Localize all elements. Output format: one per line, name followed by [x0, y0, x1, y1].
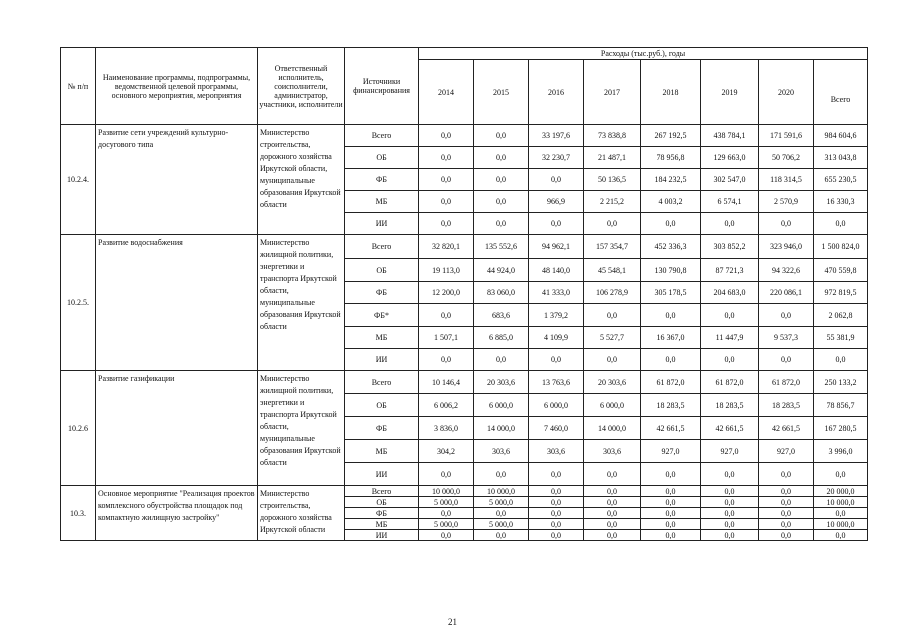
amount-cell: 2 215,2 — [584, 191, 641, 213]
amount-cell: 14 000,0 — [474, 417, 529, 440]
amount-cell: 32 230,7 — [529, 147, 584, 169]
amount-cell: 0,0 — [759, 508, 814, 519]
total-cell: 972 819,5 — [814, 282, 868, 304]
funding-source: ФБ* — [345, 304, 419, 327]
row-index: 10.2.5. — [61, 235, 96, 371]
amount-cell: 4 003,2 — [641, 191, 701, 213]
amount-cell: 87 721,3 — [701, 259, 759, 282]
amount-cell: 11 447,9 — [701, 327, 759, 349]
amount-cell: 0,0 — [474, 213, 529, 235]
amount-cell: 19 113,0 — [419, 259, 474, 282]
funding-source: ОБ — [345, 394, 419, 417]
amount-cell: 0,0 — [584, 463, 641, 486]
amount-cell: 5 000,0 — [474, 497, 529, 508]
amount-cell: 20 303,6 — [474, 371, 529, 394]
amount-cell: 0,0 — [701, 530, 759, 541]
amount-cell: 0,0 — [419, 349, 474, 371]
total-cell: 167 280,5 — [814, 417, 868, 440]
amount-cell: 5 000,0 — [419, 519, 474, 530]
amount-cell: 10 000,0 — [419, 486, 474, 497]
amount-cell: 0,0 — [641, 486, 701, 497]
amount-cell: 50 136,5 — [584, 169, 641, 191]
amount-cell: 303,6 — [584, 440, 641, 463]
amount-cell: 0,0 — [419, 463, 474, 486]
amount-cell: 0,0 — [474, 508, 529, 519]
amount-cell: 61 872,0 — [641, 371, 701, 394]
funding-source: МБ — [345, 440, 419, 463]
table-row — [61, 125, 868, 147]
total-cell: 984 604,6 — [814, 125, 868, 147]
total-cell: 78 856,7 — [814, 394, 868, 417]
amount-cell: 3 836,0 — [419, 417, 474, 440]
amount-cell: 0,0 — [759, 463, 814, 486]
total-cell: 0,0 — [814, 349, 868, 371]
amount-cell: 32 820,1 — [419, 235, 474, 259]
amount-cell: 1 379,2 — [529, 304, 584, 327]
amount-cell: 0,0 — [529, 349, 584, 371]
amount-cell: 452 336,3 — [641, 235, 701, 259]
amount-cell: 0,0 — [419, 508, 474, 519]
amount-cell: 0,0 — [584, 349, 641, 371]
amount-cell: 927,0 — [701, 440, 759, 463]
budget-table-sheet — [60, 47, 868, 541]
amount-cell: 0,0 — [529, 530, 584, 541]
funding-source: ИИ — [345, 463, 419, 486]
amount-cell: 0,0 — [419, 304, 474, 327]
amount-cell: 0,0 — [641, 530, 701, 541]
total-cell: 0,0 — [814, 530, 868, 541]
header-year: 2014 — [419, 60, 474, 125]
amount-cell: 438 784,1 — [701, 125, 759, 147]
funding-source: ОБ — [345, 147, 419, 169]
amount-cell: 323 946,0 — [759, 235, 814, 259]
amount-cell: 0,0 — [584, 213, 641, 235]
header-num: № п/п — [61, 48, 96, 125]
amount-cell: 927,0 — [759, 440, 814, 463]
amount-cell: 14 000,0 — [584, 417, 641, 440]
amount-cell: 0,0 — [474, 169, 529, 191]
amount-cell: 10 146,4 — [419, 371, 474, 394]
amount-cell: 0,0 — [701, 304, 759, 327]
header-year: 2020 — [759, 60, 814, 125]
responsible-executor: Министерство жилищной политики, энергетики и транспорта Иркутской области, муниципальные образования Иркутской области — [258, 371, 345, 486]
amount-cell: 18 283,5 — [701, 394, 759, 417]
amount-cell: 0,0 — [419, 191, 474, 213]
amount-cell: 0,0 — [419, 125, 474, 147]
amount-cell: 12 200,0 — [419, 282, 474, 304]
page-number: 21 — [448, 617, 457, 627]
amount-cell: 303 852,2 — [701, 235, 759, 259]
amount-cell: 204 683,0 — [701, 282, 759, 304]
amount-cell: 0,0 — [529, 213, 584, 235]
amount-cell: 683,6 — [474, 304, 529, 327]
responsible-executor: Министерство строительства, дорожного хозяйства Иркутской области — [258, 486, 345, 541]
amount-cell: 6 000,0 — [529, 394, 584, 417]
funding-source: ФБ — [345, 417, 419, 440]
amount-cell: 0,0 — [641, 508, 701, 519]
header-year: 2018 — [641, 60, 701, 125]
amount-cell: 0,0 — [584, 486, 641, 497]
header-name: Наименование программы, подпрограммы, ведомственной целевой программы, основного мероприятия, мероприятия — [96, 48, 258, 125]
amount-cell: 303,6 — [474, 440, 529, 463]
amount-cell: 220 086,1 — [759, 282, 814, 304]
amount-cell: 305 178,5 — [641, 282, 701, 304]
amount-cell: 0,0 — [701, 497, 759, 508]
total-cell: 655 230,5 — [814, 169, 868, 191]
amount-cell: 6 574,1 — [701, 191, 759, 213]
amount-cell: 0,0 — [584, 519, 641, 530]
amount-cell: 0,0 — [701, 463, 759, 486]
amount-cell: 0,0 — [641, 304, 701, 327]
responsible-executor: Министерство жилищной политики, энергетики и транспорта Иркутской области, муниципальные образования Иркутской области — [258, 235, 345, 371]
funding-source: Всего — [345, 235, 419, 259]
total-cell: 20 000,0 — [814, 486, 868, 497]
total-cell: 0,0 — [814, 463, 868, 486]
total-cell: 0,0 — [814, 508, 868, 519]
amount-cell: 0,0 — [529, 497, 584, 508]
amount-cell: 6 000,0 — [474, 394, 529, 417]
amount-cell: 0,0 — [759, 486, 814, 497]
amount-cell: 0,0 — [759, 304, 814, 327]
table-header — [61, 48, 868, 125]
amount-cell: 304,2 — [419, 440, 474, 463]
amount-cell: 5 000,0 — [419, 497, 474, 508]
amount-cell: 18 283,5 — [759, 394, 814, 417]
amount-cell: 0,0 — [474, 125, 529, 147]
table-row — [61, 371, 868, 394]
amount-cell: 130 790,8 — [641, 259, 701, 282]
responsible-executor: Министерство строительства, дорожного хозяйства Иркутской области, муниципальные образования Иркутской области — [258, 125, 345, 235]
amount-cell: 41 333,0 — [529, 282, 584, 304]
amount-cell: 0,0 — [759, 213, 814, 235]
amount-cell: 21 487,1 — [584, 147, 641, 169]
amount-cell: 0,0 — [474, 463, 529, 486]
row-index: 10.2.6 — [61, 371, 96, 486]
table-row — [61, 235, 868, 259]
header-year: 2016 — [529, 60, 584, 125]
amount-cell: 0,0 — [584, 304, 641, 327]
total-cell: 1 500 824,0 — [814, 235, 868, 259]
table-row — [61, 486, 868, 497]
program-name: Развитие газификации — [96, 371, 258, 486]
amount-cell: 13 763,6 — [529, 371, 584, 394]
row-index: 10.3. — [61, 486, 96, 541]
amount-cell: 0,0 — [419, 213, 474, 235]
amount-cell: 927,0 — [641, 440, 701, 463]
header-source: Источники финансирования — [345, 48, 419, 125]
amount-cell: 0,0 — [701, 213, 759, 235]
total-cell: 250 133,2 — [814, 371, 868, 394]
program-name: Развитие сети учреждений культурно-досугового типа — [96, 125, 258, 235]
amount-cell: 9 537,3 — [759, 327, 814, 349]
amount-cell: 50 706,2 — [759, 147, 814, 169]
funding-source: ФБ — [345, 169, 419, 191]
amount-cell: 0,0 — [701, 508, 759, 519]
amount-cell: 10 000,0 — [474, 486, 529, 497]
amount-cell: 0,0 — [641, 349, 701, 371]
funding-source: МБ — [345, 519, 419, 530]
amount-cell: 73 838,8 — [584, 125, 641, 147]
amount-cell: 0,0 — [419, 147, 474, 169]
amount-cell: 33 197,6 — [529, 125, 584, 147]
amount-cell: 5 527,7 — [584, 327, 641, 349]
amount-cell: 0,0 — [529, 519, 584, 530]
amount-cell: 157 354,7 — [584, 235, 641, 259]
total-cell: 470 559,8 — [814, 259, 868, 282]
amount-cell: 6 000,0 — [584, 394, 641, 417]
amount-cell: 6 885,0 — [474, 327, 529, 349]
amount-cell: 45 548,1 — [584, 259, 641, 282]
funding-source: Всего — [345, 371, 419, 394]
funding-source: МБ — [345, 191, 419, 213]
amount-cell: 83 060,0 — [474, 282, 529, 304]
amount-cell: 0,0 — [474, 530, 529, 541]
amount-cell: 1 507,1 — [419, 327, 474, 349]
amount-cell: 44 924,0 — [474, 259, 529, 282]
funding-source: ИИ — [345, 213, 419, 235]
amount-cell: 0,0 — [419, 530, 474, 541]
header-year: 2019 — [701, 60, 759, 125]
header-year: 2017 — [584, 60, 641, 125]
amount-cell: 0,0 — [529, 169, 584, 191]
amount-cell: 0,0 — [529, 508, 584, 519]
amount-cell: 184 232,5 — [641, 169, 701, 191]
amount-cell: 0,0 — [584, 497, 641, 508]
amount-cell: 94 962,1 — [529, 235, 584, 259]
amount-cell: 78 956,8 — [641, 147, 701, 169]
amount-cell: 0,0 — [641, 497, 701, 508]
amount-cell: 267 192,5 — [641, 125, 701, 147]
total-cell: 3 996,0 — [814, 440, 868, 463]
amount-cell: 0,0 — [641, 463, 701, 486]
amount-cell: 0,0 — [584, 508, 641, 519]
table-body — [61, 125, 868, 541]
header-expenses: Расходы (тыс.руб.), годы — [419, 48, 868, 60]
amount-cell: 16 367,0 — [641, 327, 701, 349]
row-index: 10.2.4. — [61, 125, 96, 235]
total-cell: 2 062,8 — [814, 304, 868, 327]
amount-cell: 20 303,6 — [584, 371, 641, 394]
amount-cell: 0,0 — [641, 519, 701, 530]
total-cell: 16 330,3 — [814, 191, 868, 213]
funding-source: ФБ — [345, 508, 419, 519]
amount-cell: 118 314,5 — [759, 169, 814, 191]
amount-cell: 0,0 — [529, 486, 584, 497]
funding-source: ИИ — [345, 530, 419, 541]
total-cell: 0,0 — [814, 213, 868, 235]
amount-cell: 0,0 — [759, 519, 814, 530]
amount-cell: 302 547,0 — [701, 169, 759, 191]
amount-cell: 0,0 — [701, 486, 759, 497]
funding-source: ОБ — [345, 497, 419, 508]
funding-source: Всего — [345, 125, 419, 147]
funding-source: ОБ — [345, 259, 419, 282]
amount-cell: 4 109,9 — [529, 327, 584, 349]
amount-cell: 7 460,0 — [529, 417, 584, 440]
amount-cell: 106 278,9 — [584, 282, 641, 304]
total-cell: 10 000,0 — [814, 519, 868, 530]
total-cell: 10 000,0 — [814, 497, 868, 508]
amount-cell: 0,0 — [584, 530, 641, 541]
amount-cell: 2 570,9 — [759, 191, 814, 213]
amount-cell: 0,0 — [759, 497, 814, 508]
funding-source: Всего — [345, 486, 419, 497]
amount-cell: 0,0 — [474, 349, 529, 371]
amount-cell: 171 591,6 — [759, 125, 814, 147]
amount-cell: 303,6 — [529, 440, 584, 463]
amount-cell: 0,0 — [641, 213, 701, 235]
header-total: Всего — [814, 60, 868, 125]
amount-cell: 0,0 — [474, 147, 529, 169]
amount-cell: 0,0 — [701, 349, 759, 371]
amount-cell: 0,0 — [474, 191, 529, 213]
header-year: 2015 — [474, 60, 529, 125]
program-name: Развитие водоснабжения — [96, 235, 258, 371]
amount-cell: 42 661,5 — [701, 417, 759, 440]
amount-cell: 42 661,5 — [641, 417, 701, 440]
total-cell: 55 381,9 — [814, 327, 868, 349]
funding-source: ФБ — [345, 282, 419, 304]
amount-cell: 61 872,0 — [759, 371, 814, 394]
amount-cell: 61 872,0 — [701, 371, 759, 394]
amount-cell: 0,0 — [529, 463, 584, 486]
amount-cell: 6 006,2 — [419, 394, 474, 417]
amount-cell: 135 552,6 — [474, 235, 529, 259]
funding-source: МБ — [345, 327, 419, 349]
amount-cell: 42 661,5 — [759, 417, 814, 440]
amount-cell: 94 322,6 — [759, 259, 814, 282]
amount-cell: 48 140,0 — [529, 259, 584, 282]
amount-cell: 18 283,5 — [641, 394, 701, 417]
program-name: Основное мероприятие "Реализация проектов комплексного обустройства площадок под компактную жилищную застройку" — [96, 486, 258, 541]
total-cell: 313 043,8 — [814, 147, 868, 169]
budget-table — [60, 47, 868, 541]
amount-cell: 0,0 — [701, 519, 759, 530]
amount-cell: 966,9 — [529, 191, 584, 213]
amount-cell: 5 000,0 — [474, 519, 529, 530]
funding-source: ИИ — [345, 349, 419, 371]
header-responsible: Ответственный исполнитель, соисполнители, администратор, участники, исполнители — [258, 48, 345, 125]
amount-cell: 0,0 — [419, 169, 474, 191]
amount-cell: 129 663,0 — [701, 147, 759, 169]
amount-cell: 0,0 — [759, 530, 814, 541]
amount-cell: 0,0 — [759, 349, 814, 371]
